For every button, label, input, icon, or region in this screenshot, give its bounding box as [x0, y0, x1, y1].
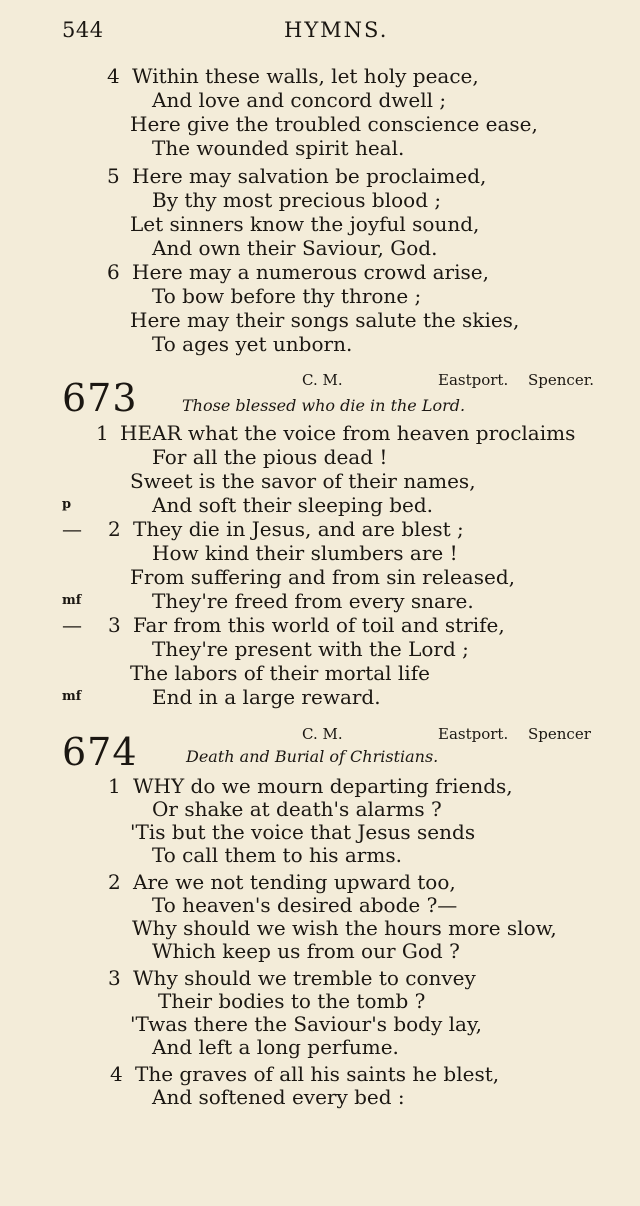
verse-line — [0, 916, 640, 940]
verse-line — [0, 88, 640, 112]
page-number: 544 — [62, 18, 104, 42]
verse-line — [0, 493, 640, 517]
verse-line — [0, 332, 640, 356]
verse-line — [0, 469, 640, 493]
dynamic-mark: mf — [62, 593, 82, 608]
verse-text: To call them to his arms. — [152, 843, 402, 867]
verse-text: Why should we tremble to convey — [133, 966, 476, 990]
hymn-number: 674 — [62, 730, 138, 774]
verse-line — [0, 421, 640, 445]
dash-mark: — — [62, 517, 82, 541]
verse-number: 1 — [96, 421, 109, 445]
verse-line — [0, 212, 640, 236]
verse-text: Why should we wish the hours more slow, — [132, 916, 557, 940]
verse-line — [0, 1085, 640, 1109]
verse-line — [0, 589, 640, 613]
verse-text: And softened every bed : — [152, 1085, 405, 1109]
hymn-composer: Spencer. — [528, 371, 594, 389]
verse-text: Here may their songs salute the skies, — [130, 308, 520, 332]
verse-text: 'Twas there the Saviour's body lay, — [130, 1012, 482, 1036]
verse-text: To bow before thy throne ; — [152, 284, 422, 308]
verse-text: Within these walls, let holy peace, — [132, 64, 479, 88]
verse-line — [0, 893, 640, 917]
verse-line — [0, 64, 640, 88]
verse-line — [0, 797, 640, 821]
verse-line — [0, 188, 640, 212]
verse-text: Let sinners know the joyful sound, — [130, 212, 480, 236]
hymn-meter: C. M. — [302, 725, 343, 743]
verse-line — [0, 1035, 640, 1059]
verse-text: HEAR what the voice from heaven proclaims — [120, 421, 576, 445]
verse-text: WHY do we mourn departing friends, — [133, 774, 513, 798]
verse-text: The graves of all his saints he blest, — [135, 1062, 500, 1086]
hymn-composer: Spencer — [528, 725, 591, 743]
verse-text: And left a long perfume. — [152, 1035, 399, 1059]
verse-line — [0, 989, 640, 1013]
verse-text: They're freed from every snare. — [152, 589, 474, 613]
verse-text: Here may salvation be proclaimed, — [132, 164, 487, 188]
verse-number: 3 — [108, 613, 121, 637]
verse-line — [0, 260, 640, 284]
verse-text: To ages yet unborn. — [152, 332, 353, 356]
verse-number: 4 — [110, 1062, 123, 1086]
verse-line — [0, 136, 640, 160]
verse-line — [0, 541, 640, 565]
verse-line — [0, 843, 640, 867]
hymn-title: Those blessed who die in the Lord. — [182, 396, 466, 415]
verse-number: 5 — [107, 164, 120, 188]
verse-number: 4 — [107, 64, 120, 88]
verse-line — [0, 1062, 640, 1086]
verse-text: And love and concord dwell ; — [152, 88, 447, 112]
verse-text: From suffering and from sin released, — [130, 565, 515, 589]
verse-line — [0, 966, 640, 990]
hymn-tune: Eastport. — [438, 725, 509, 743]
verse-text: The labors of their mortal life — [130, 661, 430, 685]
verse-number: 1 — [108, 774, 121, 798]
verse-number: 6 — [107, 260, 120, 284]
verse-line — [0, 112, 640, 136]
running-title: HYMNS. — [284, 18, 389, 42]
verse-text: The wounded spirit heal. — [152, 136, 405, 160]
hymn-meter: C. M. — [302, 371, 343, 389]
verse-line — [0, 774, 640, 798]
verse-number: 3 — [108, 966, 121, 990]
verse-line — [0, 820, 640, 844]
verse-line — [0, 445, 640, 469]
verse-text: They die in Jesus, and are blest ; — [133, 517, 464, 541]
verse-text: Or shake at death's alarms ? — [152, 797, 442, 821]
verse-line — [0, 565, 640, 589]
verse-line — [0, 1012, 640, 1036]
verse-line — [0, 517, 640, 541]
verse-text: To heaven's desired abode ?— — [152, 893, 458, 917]
verse-text: They're present with the Lord ; — [152, 637, 469, 661]
verse-text: How kind their slumbers are ! — [152, 541, 458, 565]
verse-line — [0, 685, 640, 709]
verse-line — [0, 870, 640, 894]
verse-text: For all the pious dead ! — [152, 445, 388, 469]
page-header — [62, 18, 582, 52]
verse-text: Here give the troubled conscience ease, — [130, 112, 538, 136]
hymn-title: Death and Burial of Christians. — [186, 747, 439, 766]
verse-line — [0, 637, 640, 661]
verse-text: And own their Saviour, God. — [152, 236, 438, 260]
verse-line — [0, 613, 640, 637]
verse-line — [0, 284, 640, 308]
verse-line — [0, 308, 640, 332]
verse-text: Which keep us from our God ? — [152, 939, 460, 963]
hymn-number: 673 — [62, 376, 138, 420]
verse-text: Their bodies to the tomb ? — [158, 989, 426, 1013]
verse-line — [0, 939, 640, 963]
dash-mark: — — [62, 613, 82, 637]
verse-line — [0, 164, 640, 188]
verse-text: And soft their sleeping bed. — [152, 493, 434, 517]
verse-text: Sweet is the savor of their names, — [130, 469, 476, 493]
dynamic-mark: mf — [62, 689, 82, 704]
verse-number: 2 — [108, 517, 121, 541]
verse-number: 2 — [108, 870, 121, 894]
verse-line — [0, 236, 640, 260]
verse-text: 'Tis but the voice that Jesus sends — [130, 820, 476, 844]
verse-text: Here may a numerous crowd arise, — [132, 260, 489, 284]
verse-text: End in a large reward. — [152, 685, 381, 709]
dynamic-mark: p — [62, 497, 72, 512]
verse-text: Far from this world of toil and strife, — [133, 613, 505, 637]
verse-text: By thy most precious blood ; — [152, 188, 442, 212]
verse-line — [0, 661, 640, 685]
hymn-tune: Eastport. — [438, 371, 509, 389]
verse-text: Are we not tending upward too, — [133, 870, 456, 894]
